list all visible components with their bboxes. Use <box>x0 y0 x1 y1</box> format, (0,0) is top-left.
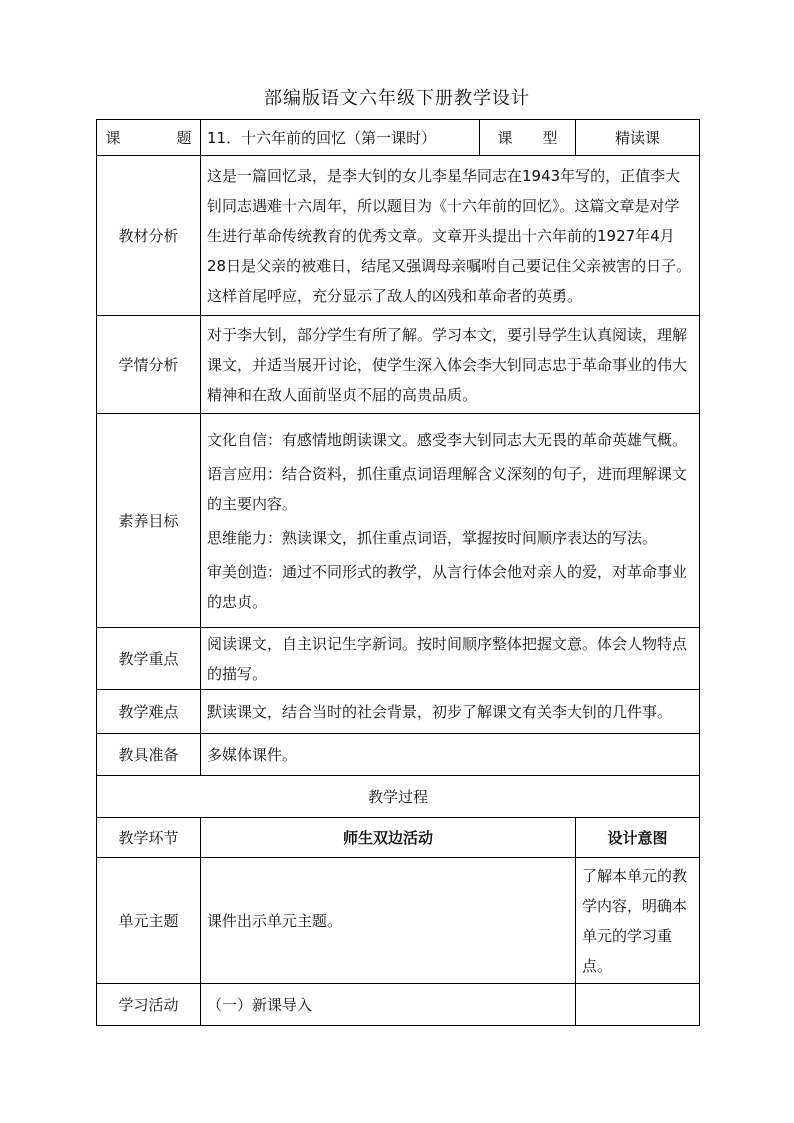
student-analysis-text: 对于李大钊，部分学生有所了解。学习本文，要引导学生认真阅读，理解课文，并适当展开讨论，使学生深入体会李大钊同志忠于革命事业的伟大精神和在敌人面前坚贞不屈的高贵品质。 <box>201 316 700 414</box>
difficulties-text: 默读课文，结合当时的社会背景，初步了解课文有关李大钊的几件事。 <box>201 690 700 734</box>
lesson-type-value: 精读课 <box>576 120 700 156</box>
row-student-analysis <box>97 316 700 414</box>
col-intent-header: 设计意图 <box>576 818 700 858</box>
teaching-aids-label: 教具准备 <box>97 734 201 776</box>
teaching-aids-text: 多媒体课件。 <box>201 734 700 776</box>
unit-theme-intent: 了解本单元的教学内容，明确本单元的学习重点。 <box>576 858 700 984</box>
student-analysis-label: 学情分析 <box>97 316 201 414</box>
difficulties-label: 教学难点 <box>97 690 201 734</box>
lesson-title-value: 11．十六年前的回忆（第一课时） <box>201 120 480 156</box>
learning-activity-intent <box>576 984 700 1026</box>
learning-activity-text: （一）新课导入 <box>201 984 576 1026</box>
competency-goals-label: 素养目标 <box>97 414 201 628</box>
process-title: 教学过程 <box>97 776 700 818</box>
unit-theme-activity: 课件出示单元主题。 <box>201 858 576 984</box>
key-points-label: 教学重点 <box>97 628 201 690</box>
row-process-title <box>97 776 700 818</box>
row-difficulties <box>97 690 700 734</box>
row-unit-theme <box>97 858 700 984</box>
lesson-type-label: 课 型 <box>480 120 576 156</box>
unit-theme-label: 单元主题 <box>97 858 201 984</box>
row-textbook-analysis <box>97 156 700 316</box>
textbook-analysis-label: 教材分析 <box>97 156 201 316</box>
goal-item: 文化自信：有感情地朗读课文。感受李大钊同志大无畏的革命英雄气概。 <box>207 430 688 449</box>
row-process-header <box>97 818 700 858</box>
header-row <box>97 120 700 156</box>
row-key-points <box>97 628 700 690</box>
goal-item: 语言应用：结合资料，抓住重点词语理解含义深刻的句子，进而理解课文的主要内容。 <box>207 464 688 513</box>
textbook-analysis-text: 这是一篇回忆录，是李大钊的女儿李星华同志在1943年写的，正值李大钊同志遇难十六周年，所以题目为《十六年前的回忆》。这篇文章是对学生进行革命传统教育的优秀文章。文章开头提出十六年前的1927年4月28日是父亲的被难日，结尾又强调母亲嘱咐自己要记住父亲被害的日子。这样首尾呼应，充分显示了敌人的凶残和革命者的英勇。 <box>201 156 700 316</box>
document-title: 部编版语文六年级下册教学设计 <box>264 88 530 109</box>
key-points-text: 阅读课文，自主识记生字新词。按时间顺序整体把握文意。体会人物特点的描写。 <box>201 628 700 690</box>
learning-activity-label: 学习活动 <box>97 984 201 1026</box>
lesson-plan-table <box>96 119 700 1026</box>
goal-item: 审美创造：通过不同形式的教学，从言行体会他对亲人的爱，对革命事业的忠贞。 <box>207 562 688 611</box>
lesson-title-label: 课 题 <box>97 120 201 156</box>
row-competency-goals <box>97 414 700 628</box>
col-stage-header: 教学环节 <box>97 818 201 858</box>
row-learning-activity <box>97 984 700 1026</box>
goal-item: 思维能力：熟读课文，抓住重点词语，掌握按时间顺序表达的写法。 <box>207 528 658 547</box>
col-activity-header: 师生双边活动 <box>201 818 576 858</box>
row-teaching-aids <box>97 734 700 776</box>
competency-goals-list <box>201 414 700 628</box>
